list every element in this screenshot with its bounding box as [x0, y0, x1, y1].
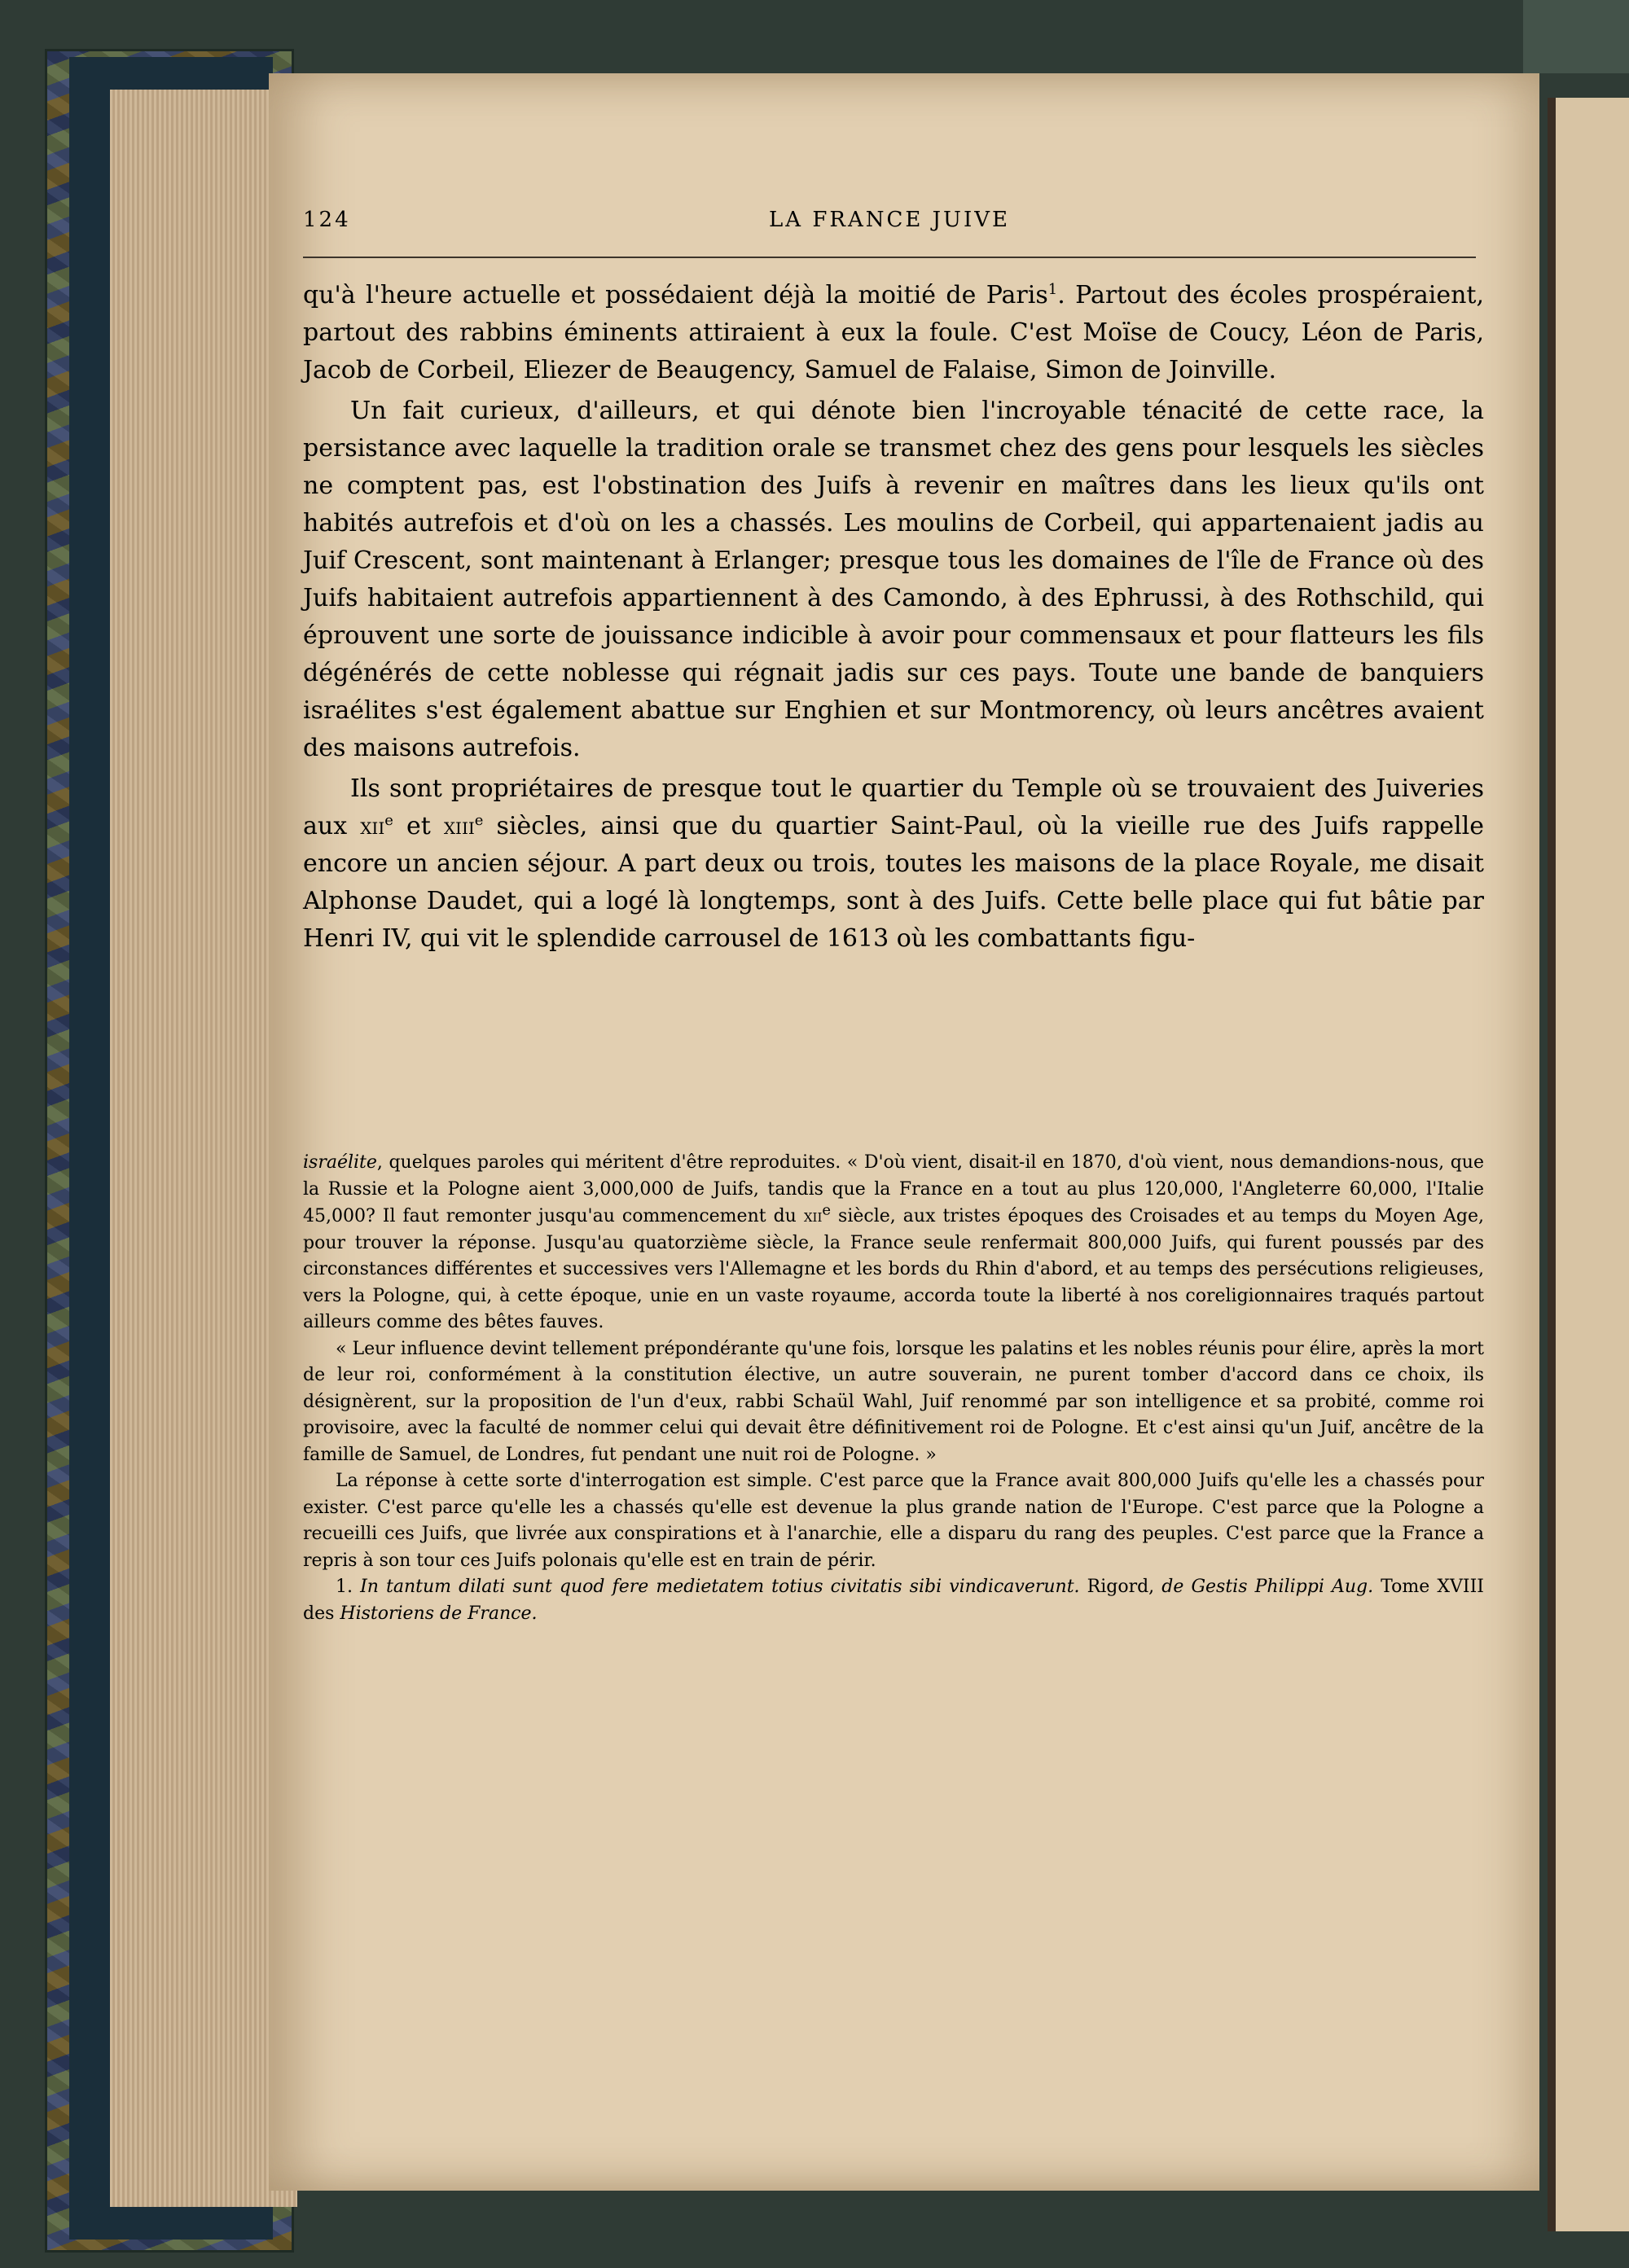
footnote-quote: « Leur influence devint tellement prépondérante qu'une fois, lorsque les palatins et les nobles réunis pour élire, après la mort de leur roi, conformément à la constitution élective, un autre souverain, ne purent tomber d'accord dans ce choix, ils désignèrent, sur la proposition de l'un d'eux, rabbi Schaül Wahl, Juif renommé par son intelligence et sa probité, comme roi provisoire, avec la faculté de nommer celui qui devait être définitivement roi de Pologne. Et c'est ainsi qu'un Juif, ancêtre de la famille de Samuel, de Londres, fut pendant une nuit roi de Pologne. » — [303, 1338, 1484, 1465]
paragraph-1-text: qu'à l'heure actuelle et possédaient déjà la moitié de Paris — [303, 281, 1048, 309]
paragraph-2: Un fait curieux, d'ailleurs, et qui dénote bien l'incroyable ténacité de cette race, la persistance avec laquelle la tradition orale se transmet chez des gens pour lesquels les siècles ne comptent pas, est l'obstination des Juifs à revenir en maîtres dans les lieux qu'ils ont habités autrefois et d'où on les a chassés. Les moulins de Corbeil, qui appartenaient jadis au Juif Crescent, sont maintenant à Erlanger; presque tous les domaines de l'île de France où des Juifs habitaient autrefois appartiennent à des Camondo, à des Ephrussi, à des Rothschild, qui éprouvent une sorte de jouissance indicible à avoir pour commensaux et pour flatteurs les fils dégénérés de cette noblesse qui régnait jadis sur ces pays. Toute une bande de banquiers israélites s'est également abattue sur Enghien et sur Montmorency, où leurs ancêtres avaient des maisons autrefois. — [303, 397, 1484, 762]
source-title: de Gestis Philippi Aug. — [1161, 1577, 1374, 1597]
next-page-edge — [1548, 98, 1629, 2231]
footnote-number: 1. — [336, 1577, 361, 1597]
superscript-e: e — [384, 812, 393, 829]
paragraph-1 — [303, 277, 1484, 389]
footnote-1 — [303, 1574, 1484, 1627]
book-gutter — [1548, 98, 1556, 2231]
footnotes — [303, 1150, 1484, 1627]
century-12: xii — [360, 813, 385, 840]
right-board — [1523, 0, 1629, 73]
paragraph-3-text: Ils sont propriétaires de presque tout le quartier du Temple où se trouvaient des Juiveries aux — [303, 774, 1484, 840]
paragraph-3 — [303, 770, 1484, 958]
running-title: LA FRANCE JUIVE — [769, 208, 1010, 232]
century-13: xiii — [443, 813, 475, 840]
paragraph-3-rest: siècles, ainsi que du quartier Saint-Paul, où la vieille rue des Juifs rappelle encore un ancien séjour. A part deux ou trois, toutes les maisons de la place Royale, me disait Alphonse Daudet, qui a logé là longtemps, sont à des Juifs. Cette belle place qui fut bâtie par Henri IV, qui vit le splendide carrousel de 1613 où les combattants figu- — [303, 812, 1484, 953]
page-number: 124 — [303, 208, 351, 232]
footnote-text: , quelques paroles qui méritent d'être reproduites. « D'où vient, disait-il en 1870, d'où vient, nous demandions-nous, que la Russie et la Pologne aient 3,000,000 de Juifs, tandis que la France en a tout au plus 120,000, l'Angleterre 60,000, l'Italie 45,000? Il faut remonter jusqu'au commencement du — [303, 1152, 1484, 1226]
footnote-volume: Tome XVIII des — [303, 1577, 1484, 1624]
footnote-italic: israélite — [303, 1152, 377, 1173]
paragraph-1-rest: . Partout des écoles prospéraient, partout des rabbins éminents attiraient à eux la foule. C'est Moïse de Coucy, Léon de Paris, Jacob de Corbeil, Eliezer de Beaugency, Samuel de Falaise, Simon de Joinville. — [303, 281, 1484, 384]
superscript-e: e — [474, 812, 484, 829]
latin-quote: In tantum dilati sunt quod fere medietatem totius civitatis sibi vindicaverunt. — [360, 1577, 1080, 1597]
footnote-ref: 1 — [1047, 281, 1058, 298]
running-header — [303, 208, 1476, 258]
superscript-e: e — [822, 1201, 832, 1219]
footnote-answer: La réponse à cette sorte d'interrogation est simple. C'est parce que la France avait 800,000 Juifs qu'elle les a chassés pour exister. C'est parce qu'elle les a chassés qu'elle est devenue la plus grande nation de l'Europe. C'est parce que la Pologne a recueilli ces Juifs, que livrée aux conspirations et à l'anarchie, elle a disparu du rang des peuples. C'est parce que la France a repris à son tour ces Juifs polonais qu'elle est en train de périr. — [303, 1471, 1484, 1571]
footnote-continued — [303, 1150, 1484, 1336]
century-12: xii — [803, 1206, 823, 1226]
main-text — [303, 277, 1484, 958]
paragraph-3-and: et — [393, 812, 444, 840]
collection-title: Historiens de France. — [340, 1603, 538, 1624]
footnote-source: Rigord, — [1079, 1577, 1162, 1597]
footnote-text-rest: siècle, aux tristes époques des Croisades et au temps du Moyen Age, pour trouver la réponse. Jusqu'au quatorzième siècle, la France seule renfermait 800,000 Juifs, qui furent poussés par des circonstances différentes et successives vers l'Allemagne et les bords du Rhin d'abord, et au temps des persécutions religieuses, vers la Pologne, qui, à cette époque, unie en un vaste royaume, accorda toute la liberté à nos coreligionnaires traqués partout ailleurs comme des bêtes fauves. — [303, 1206, 1484, 1332]
